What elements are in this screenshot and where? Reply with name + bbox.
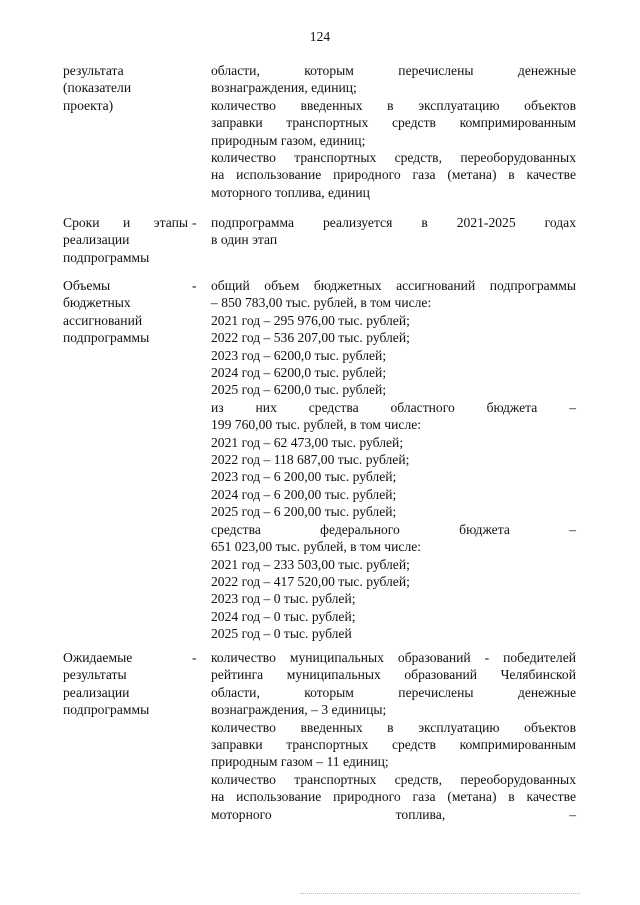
body-line: общий объем бюджетных ассигнований подпрограммы [211, 278, 576, 293]
body-line: области, которым перечислены денежные [211, 684, 576, 700]
body-line: количество транспортных средств, переоборудованных [211, 771, 576, 787]
body-line: 2022 год – 118 687,00 тыс. рублей; [211, 452, 410, 468]
body-line: 2025 год – 0 тыс. рублей [211, 626, 352, 642]
body-line: 651 023,00 тыс. рублей, в том числе: [211, 539, 422, 555]
label-line: реализации [63, 232, 130, 248]
body-line: области, которым перечислены денежные [211, 63, 576, 78]
label-line: Ожидаемые [63, 650, 133, 665]
body-line: моторного топлива, единиц [211, 184, 370, 200]
body-line: – 850 783,00 тыс. рублей, в том числе: [211, 295, 432, 311]
row-label [63, 214, 188, 266]
body-line: 2022 год – 536 207,00 тыс. рублей; [211, 330, 410, 346]
body-line: количество муниципальных образований - победителей [211, 650, 576, 665]
row-dash: - [192, 215, 197, 230]
body-line: вознаграждения, единиц; [211, 80, 357, 96]
body-line: 2024 год – 6 200,00 тыс. рублей; [211, 486, 397, 502]
body-line: из них средства областного бюджета – [211, 399, 576, 415]
page-number: 124 [309, 29, 331, 44]
body-line: вознаграждения, – 3 единицы; [211, 702, 387, 718]
body-line: 199 760,00 тыс. рублей, в том числе: [211, 417, 422, 433]
label-line: Объемы [63, 278, 111, 293]
row-label [63, 277, 188, 347]
label-line: проекта) [63, 97, 114, 113]
body-line: на использование природного газа (метана) в качестве [211, 789, 576, 805]
row-label [63, 649, 188, 719]
row-dash: - [192, 650, 197, 665]
row-label [63, 62, 188, 114]
body-line: 2024 год – 0 тыс. рублей; [211, 608, 356, 624]
label-line: (показатели [63, 80, 132, 96]
body-line: 2021 год – 62 473,00 тыс. рублей; [211, 434, 404, 450]
body-line: количество транспортных средств, переоборудованных [211, 150, 576, 166]
label-line: реализации [63, 684, 130, 700]
body-line: количество введенных в эксплуатацию объектов [211, 719, 576, 735]
body-line: подпрограмма реализуется в 2021-2025 годах [211, 215, 576, 230]
body-line: 2021 год – 233 503,00 тыс. рублей; [211, 556, 410, 572]
body-line: на использование природного газа (метана) в качестве [211, 167, 576, 183]
row-body [211, 277, 576, 643]
body-line: заправки транспортных средств компримированным [211, 737, 576, 753]
body-line: 2022 год – 417 520,00 тыс. рублей; [211, 573, 410, 589]
body-line: 2023 год – 6200,0 тыс. рублей; [211, 347, 387, 363]
scan-artifact-divider [300, 893, 580, 894]
body-line: моторного топлива, – [211, 806, 576, 822]
body-line: в один этап [211, 232, 278, 248]
body-line: количество введенных в эксплуатацию объектов [211, 97, 576, 113]
row-body [211, 214, 576, 249]
label-line: подпрограммы [63, 702, 150, 718]
body-line: 2023 год – 6 200,00 тыс. рублей; [211, 469, 397, 485]
label-line: результаты [63, 667, 127, 683]
label-line: Сроки и этапы [63, 215, 188, 230]
label-line: ассигнований [63, 312, 143, 328]
body-line: природным газом, единиц; [211, 132, 366, 148]
body-line: 2021 год – 295 976,00 тыс. рублей; [211, 312, 410, 328]
body-line: природным газом – 11 единиц; [211, 754, 389, 770]
label-line: бюджетных [63, 295, 131, 311]
row-body [211, 649, 576, 823]
body-line: средства федерального бюджета – [211, 521, 576, 537]
body-line: 2025 год – 6200,0 тыс. рублей; [211, 382, 387, 398]
body-line: 2023 год – 0 тыс. рублей; [211, 591, 356, 607]
row-dash: - [192, 278, 197, 293]
body-line: рейтинга муниципальных образований Челябинской [211, 667, 576, 683]
label-line: подпрограммы [63, 249, 150, 265]
label-line: результата [63, 63, 124, 78]
label-line: подпрограммы [63, 330, 150, 346]
body-line: 2024 год – 6200,0 тыс. рублей; [211, 365, 387, 381]
row-body [211, 62, 576, 201]
body-line: 2025 год – 6 200,00 тыс. рублей; [211, 504, 397, 520]
body-line: заправки транспортных средств компримированным [211, 115, 576, 131]
